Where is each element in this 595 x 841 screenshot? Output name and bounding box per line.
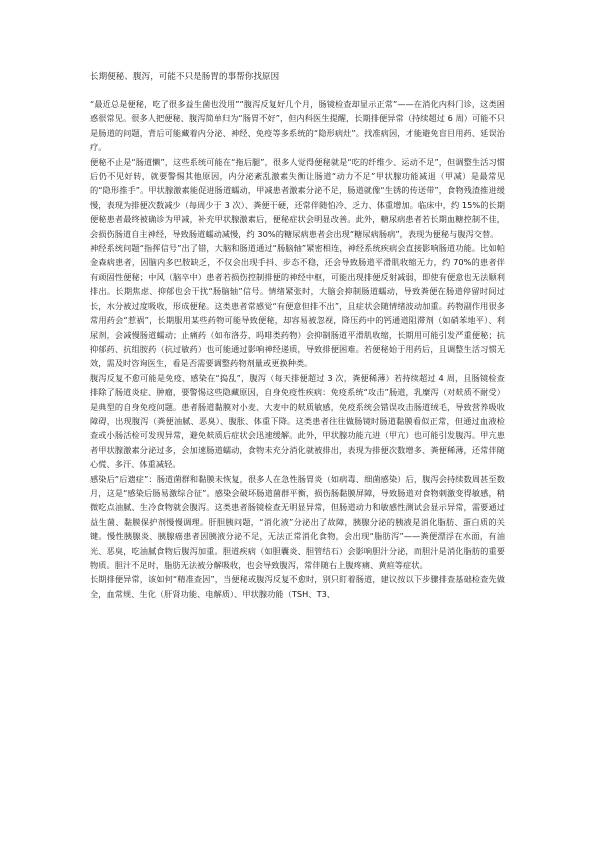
- article-title: 长期便秘、腹泻，可能不只是肠胃的事帮你找原因: [90, 72, 280, 82]
- document-page: [90, 71, 505, 601]
- paragraph-diarrhea-infection: 感染后“后遗症”：肠道菌群和黏膜未恢复，很多人在急性肠胃炎（如病毒、细菌感染）后，腹泻会持续数周甚至数月，这是“感染后肠易激综合征”。感染会破坏肠道菌群平衡，损伤肠黏膜屏障，导致肠道对食物刺激变得敏感，稍微吃点油腻、生冷食物就会腹泻。这类患者肠镜检查无明显异常，但肠道动力和敏感性测试会显示异常，需要通过益生菌、黏膜保护剂慢慢调理。肝胆胰问题，“消化液”分泌出了故障，胰腺分泌的胰液是消化脂肪、蛋白质的关键。慢性胰腺炎、胰腺癌患者因胰液分泌不足，无法正常消化食物，会出现“脂肪泻”——粪便漂浮在水面，有油光、恶臭，吃油腻食物后腹泻加重。胆道疾病（如胆囊炎、胆管结石）会影响胆汁分泌，而胆汁是消化脂肪的重要物质。胆汁不足时，脂肪无法被分解吸收，也会导致腹泻，常伴随右上腹疼痛、黄疸等症状。: [90, 473, 505, 570]
- paragraph-diagnosis: 长期排便异常，该如何“精准查因”，当便秘或腹泻反复不愈时，别只盯着肠道，建议按以下步骤排查基础检查先做全，血常规、生化（肝肾功能、电解质）、甲状腺功能（TSH、T3、: [90, 574, 505, 599]
- paragraph-intro: “最近总是便秘，吃了很多益生菌也没用”“腹泻反复好几个月，肠镜检查却显示正常”——在消化内科门诊，这类困惑很常见。很多人把便秘、腹泻简单归为“肠胃不好”，但内科医生提醒，长期排便异常（持续超过 6 周）可能不只是肠道的问题，背后可能藏着内分泌、神经、免疫等多系统的“隐形病灶”。找准病因，才能避免盲目用药、延误治疗。: [90, 99, 505, 153]
- paragraph-diarrhea-immune: 腹泻反复不愈可能是免疫、感染在“捣乱”，腹泻（每天排便超过 3 次，粪便稀薄）若持续超过 4 周，且肠镜检查排除了肠道炎症、肿瘤，要警惕这些隐藏原因，自身免疫性疾病：免疫系统“攻击”肠道，乳糜泻（对麸质不耐受）是典型的自身免疫问题。患者肠道黏膜对小麦、大麦中的麸质敏感，免疫系统会错误攻击肠道绒毛，导致营养吸收障碍，出现腹泻（粪便油腻、恶臭）、腹胀、体重下降。这类患者往往做肠镜时肠道黏膜看似正常，但通过血液检查或小肠活检可发现异常，避免麸质后症状会迅速缓解。此外，甲状腺功能亢进（甲亢）也可能引发腹泻。甲亢患者甲状腺激素分泌过多，会加速肠道蠕动，食物未充分消化就被排出，表现为排便次数增多、粪便稀薄，还常伴随心慌、多汗、体重减轻。: [90, 372, 505, 470]
- paragraph-constipation-endocrine: 便秘不止是“肠道懒”，这些系统可能在“拖后腿”，很多人觉得便秘就是“吃的纤维少、运动不足”，但调整生活习惯后仍不见好转，就要警惕其他原因，内分泌紊乱激素失衡让肠道“动力不足”甲状腺功能减退（甲减）是最常见的“隐形推手”。甲状腺激素能促进肠道蠕动，甲减患者激素分泌不足，肠道就像“生锈的传送带”，食物残渣推进缓慢，表现为排便次数减少（每周少于 3 次）、粪便干硬，还常伴随怕冷、乏力、体重增加。临床中，约 15%的长期便秘患者最终被确诊为甲减，补充甲状腺激素后，便秘症状会明显改善。此外，糖尿病患者若长期血糖控制不佳，会损伤肠道自主神经，导致肠道蠕动减慢，约 30%的糖尿病患者会出现“糖尿病肠病”，表现为便秘与腹泻交替。: [90, 156, 505, 239]
- paragraph-constipation-neuro-drugs: 神经系统问题“指挥信号”出了错，大脑和肠道通过“肠脑轴”紧密相连，神经系统疾病会直接影响肠道功能。比如帕金森病患者，因脑内多巴胺缺乏，不仅会出现手抖、步态不稳，还会导致肠道平滑肌收缩无力，约 70%的患者伴有顽固性便秘；中风（脑卒中）患者若损伤控制排便的神经中枢，可能出现排便反射减弱，即使有便意也无法顺利排出。长期焦虑、抑郁也会干扰“肠脑轴”信号。情绪紧张时，大脑会抑制肠道蠕动，导致粪便在肠道停留时间过长，水分被过度吸收，形成便秘。这类患者常感觉“有便意但排不出”，且症状会随情绪波动加重。药物副作用很多常用药会“惹祸”，长期服用某些药物可能导致便秘，却容易被忽视，降压药中的钙通道阻滞剂（如硝苯地平）、利尿剂，会减慢肠道蠕动；止痛药（如布洛芬、吗啡类药物）会抑制肠道平滑肌收缩，长期用可能引发严重便秘；抗抑郁药、抗组胺药（抗过敏药）也可能通过影响神经递质，导致排便困难。若便秘始于用药后，且调整生活习惯无效，需及时咨询医生，看是否需要调整药物剂量或更换种类。: [90, 243, 505, 369]
